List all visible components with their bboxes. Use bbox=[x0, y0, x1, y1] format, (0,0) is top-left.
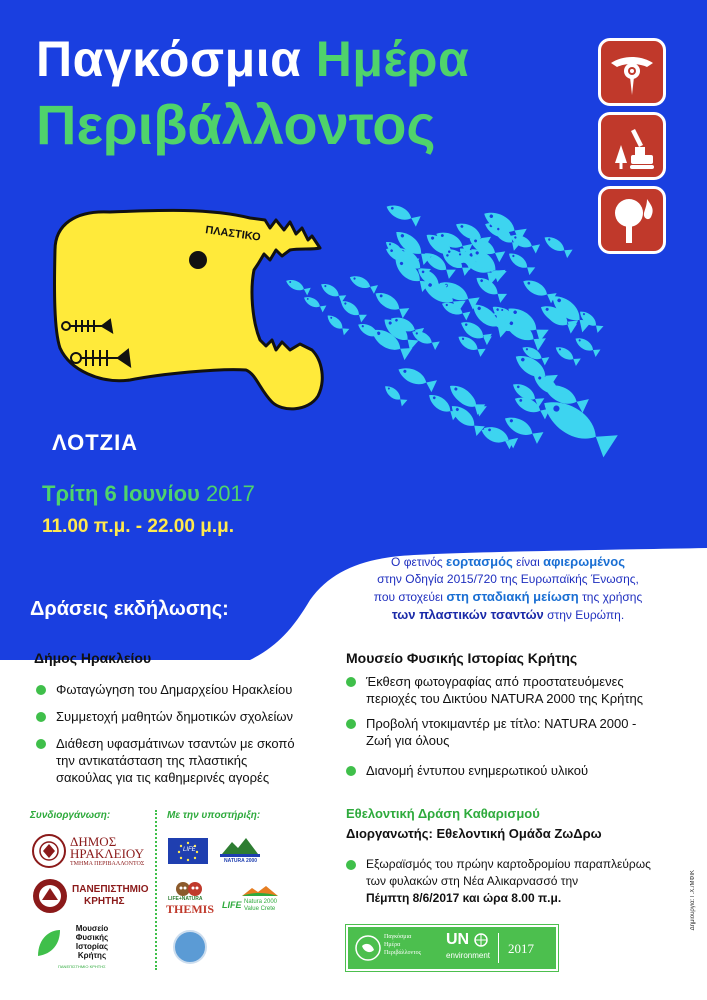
fish-shape bbox=[348, 273, 378, 294]
fish-shape bbox=[573, 335, 600, 357]
right-column-heading: Μουσείο Φυσικής Ιστορίας Κρήτης bbox=[346, 650, 578, 666]
right-item-1: Έκθεση φωτογραφίας από προστατευόμενες περιοχές του Δικτύου NATURA 2000 της Κρήτης bbox=[366, 674, 643, 706]
fish-shape bbox=[384, 201, 421, 226]
bag-label: ΠΛΑΣΤΙΚΟ bbox=[204, 224, 262, 244]
actions-heading: Δράσεις εκδήλωσης: bbox=[30, 598, 229, 620]
volunteer-item: Εξωραϊσμός του πρώην καρτοδρομίου παραπλεύρως των φυλακών στη Νέα Αλικαρνασσό την Πέμπτη 8/6/2017 και ώρα 8.00 π.μ. bbox=[366, 857, 651, 905]
globe-icon bbox=[354, 934, 382, 962]
museum-leaf-icon bbox=[36, 928, 62, 958]
support-label: Με την υποστήριξη: bbox=[167, 810, 261, 821]
owls-icon bbox=[174, 880, 204, 896]
event-time: 11.00 π.μ. - 22.00 μ.μ. bbox=[42, 516, 235, 537]
left-item-2: Συμμετοχή μαθητών δημοτικών σχολείων bbox=[56, 709, 294, 724]
fish-shape bbox=[396, 364, 437, 393]
themis-logo: LIFE+NATURA THEMIS bbox=[166, 880, 216, 916]
sponsor-divider bbox=[155, 810, 157, 970]
fish-shape bbox=[372, 288, 409, 318]
mountain-icon bbox=[240, 884, 280, 898]
fish-shape bbox=[446, 381, 485, 415]
bird-badge-icon bbox=[598, 38, 666, 106]
university-crete-logo: ΠΑΝΕΠΙΣΤΗΜΙΟ ΚΡΗΤΗΣ bbox=[32, 878, 152, 918]
fish-shape bbox=[520, 276, 556, 303]
deforestation-badge-icon bbox=[598, 112, 666, 180]
dimos-seal-icon bbox=[32, 834, 66, 868]
left-item-1: Φωταγώγηση του Δημαρχείου Ηρακλείου bbox=[56, 682, 293, 697]
credit-text: Δημιουργία: Γ.Χ./ΜΦΙΚ bbox=[690, 870, 696, 931]
fish-school bbox=[284, 201, 617, 457]
organized-label: Συνδιοργάνωση: bbox=[30, 810, 111, 821]
fish-shape bbox=[410, 328, 440, 350]
round-logo bbox=[173, 930, 207, 964]
un-environment-banner: Παγκόσμια Ημέρα Περιβάλλοντος UN environment 2017 bbox=[346, 925, 558, 971]
volunteer-heading: Εθελοντική Δράση Καθαρισμού bbox=[346, 806, 540, 821]
fish-shape bbox=[542, 233, 573, 258]
volunteer-organizer: Διοργανωτής: Εθελοντική Ομάδα ΖωΔρω bbox=[346, 826, 602, 841]
museum-logo: Μουσείο Φυσικής Ιστορίας Κρήτης ΠΑΝΕΠΙΣΤΗΜΙΟ ΚΡΗΤΗΣ bbox=[32, 924, 152, 976]
right-item-3: Διανομή έντυπου ενημερωτικού υλικού bbox=[366, 763, 589, 778]
natura-2000-logo: NATURA 2000 bbox=[218, 834, 262, 866]
natura-value-crete-logo: LIFE Natura 2000 Value Crete bbox=[222, 884, 280, 918]
fish-shape bbox=[319, 281, 347, 303]
event-date: Τρίτη 6 Ιουνίου 2017 bbox=[42, 481, 255, 506]
dimos-irakleiou-logo: ΔΗΜΟΣ ΗΡΑΚΛΕΙΟΥ ΤΜΗΜΑ ΠΕΡΙΒΑΛΛΟΝΤΟΣ bbox=[32, 832, 152, 872]
fish-shape bbox=[506, 250, 535, 275]
info-text: Ο φετινός εορτασμός είναι αφιερωμένος στην Οδηγία 2015/720 της Ευρωπαϊκής Ένωσης, που στοχεύει στη σταδιακή μείωση της χρήσης των πλαστικών τσαντών στην Ευρώπη. bbox=[373, 554, 643, 622]
fish-shape bbox=[553, 344, 580, 366]
fish-shape bbox=[284, 277, 310, 295]
title-line-1: Παγκόσμια Ημέρα bbox=[36, 31, 470, 87]
fish-shape bbox=[382, 383, 407, 406]
natura-bird-icon bbox=[218, 834, 262, 858]
fish-shape bbox=[302, 294, 326, 312]
title-line-2: Περιβάλλοντος bbox=[36, 93, 436, 156]
left-column-heading: Δήμος Ηρακλείου bbox=[34, 650, 152, 666]
left-item-3: Διάθεση υφασμάτινων τσαντών με σκοπό την αντικατάσταση της πλαστικής σακούλας για τις καθημερινές αγορές bbox=[56, 736, 295, 785]
fish-shape bbox=[325, 312, 350, 335]
un-globe-icon bbox=[474, 933, 488, 947]
right-item-2: Προβολή ντοκιμαντέρ με τίτλο: NATURA 2000 - Ζωή για όλους bbox=[366, 716, 637, 748]
fish-shape bbox=[338, 297, 367, 322]
event-place: ΛΟΤΖΙΑ bbox=[52, 430, 139, 455]
fish-shape bbox=[530, 370, 569, 403]
eu-life-logo: LIFE bbox=[168, 838, 208, 864]
university-seal-icon bbox=[32, 878, 68, 914]
